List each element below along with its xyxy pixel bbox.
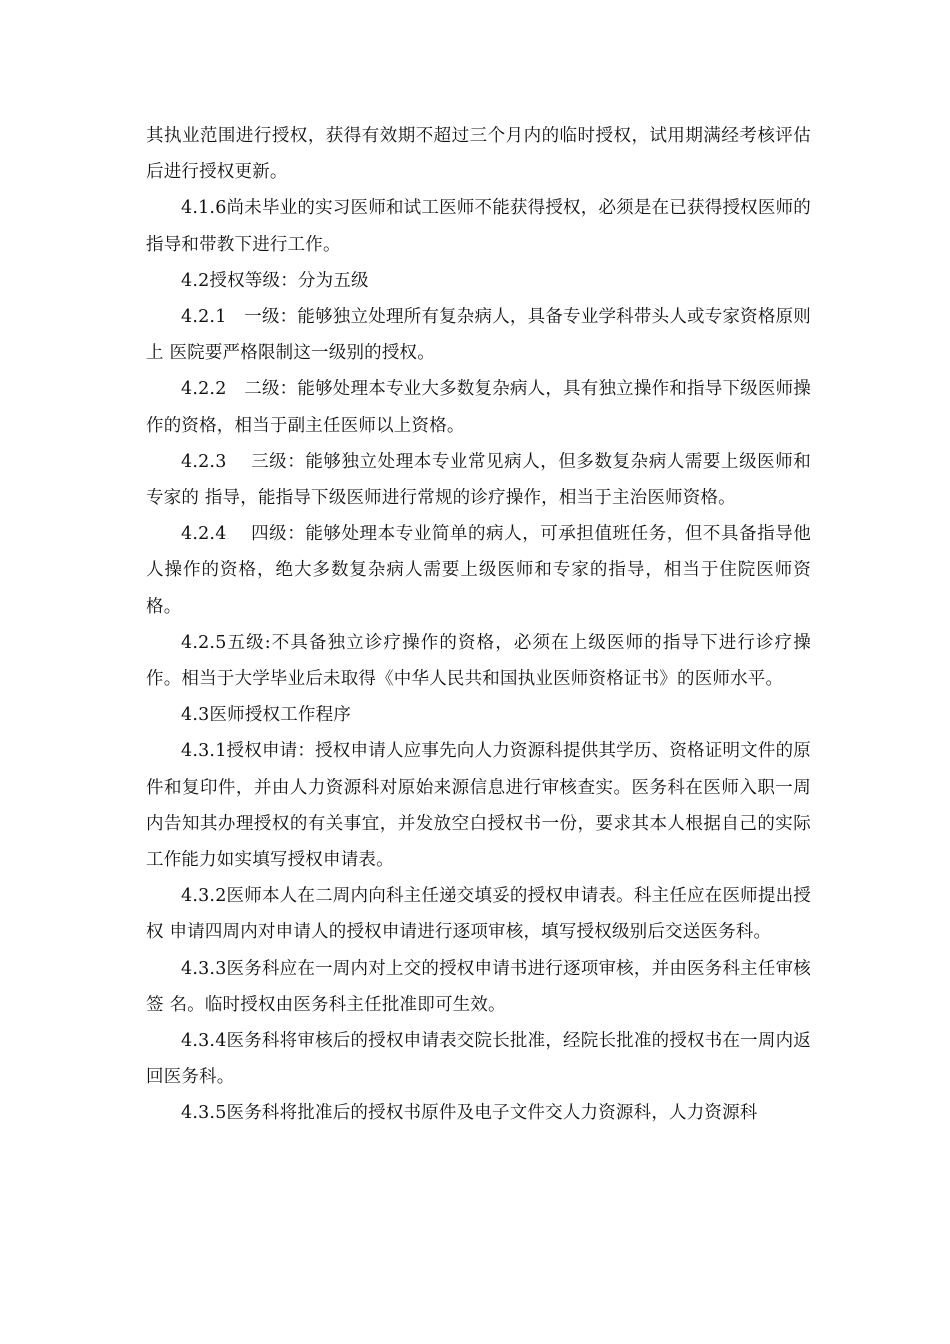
paragraph-4-3-4: 4.3.4医务科将审核后的授权申请表交院长批准，经院长批准的授权书在一周内返回医务科。	[146, 1031, 811, 1088]
heading-4-3: 4.3医师授权工作程序	[181, 705, 352, 726]
paragraph-4-1-6: 4.1.6尚未毕业的实习医师和试工医师不能获得授权，必须是在已获得授权医师的指导和带教下进行工作。	[146, 198, 811, 255]
paragraph-4-3-3: 4.3.3医务科应在一周内对上交的授权申请书进行逐项审核，并由医务科主任审核签 名。临时授权由医务科主任批准即可生效。	[146, 958, 811, 1015]
paragraph-4-2-2: 4.2.2 二级：能够处理本专业大多数复杂病人，具有独立操作和指导下级医师操作的资格，相当于副主任医师以上资格。	[146, 379, 811, 436]
paragraph-4-3-1: 4.3.1授权申请：授权申请人应事先向人力资源科提供其学历、资格证明文件的原件和复印件，并由人力资源科对原始来源信息进行审核查实。医务科在医师入职一周内告知其办理授权的有关事宜，并发放空白授权书一份，要求其本人根据自己的实际工作能力如实填写授权申请表。	[146, 741, 811, 871]
paragraph-4-2-1: 4.2.1 一级：能够独立处理所有复杂病人，具备专业学科带头人或专家资格原则上 医院要严格限制这一级别的授权。	[146, 307, 811, 364]
paragraph-scope-continuation: 其执业范围进行授权，获得有效期不超过三个月内的临时授权，试用期满经考核评估后进行授权更新。	[146, 126, 811, 183]
paragraph-4-3-5: 4.3.5医务科将批准后的授权书原件及电子文件交人力资源科，人力资源科	[181, 1103, 758, 1124]
paragraph-4-3-2: 4.3.2医师本人在二周内向科主任递交填妥的授权申请表。科主任应在医师提出授权 申请四周内对申请人的授权申请进行逐项审核，填写授权级别后交送医务科。	[146, 886, 811, 943]
paragraph-4-2-3: 4.2.3 三级：能够独立处理本专业常见病人，但多数复杂病人需要上级医师和专家的 指导，能指导下级医师进行常规的诊疗操作，相当于主治医师资格。	[146, 451, 811, 509]
paragraph-4-2-4: 4.2.4 四级：能够处理本专业简单的病人，可承担值班任务，但不具备指导他人操作的资格，绝大多数复杂病人需要上级医师和专家的指导，相当于住院医师资格。	[146, 524, 811, 617]
heading-4-2: 4.2授权等级：分为五级	[181, 270, 369, 291]
document-body	[146, 118, 811, 1132]
paragraph-4-2-5: 4.2.5五级:不具备独立诊疗操作的资格，必须在上级医师的指导下进行诊疗操作。相当于大学毕业后未取得《中华人民共和国执业医师资格证书》的医师水平。	[146, 632, 811, 690]
